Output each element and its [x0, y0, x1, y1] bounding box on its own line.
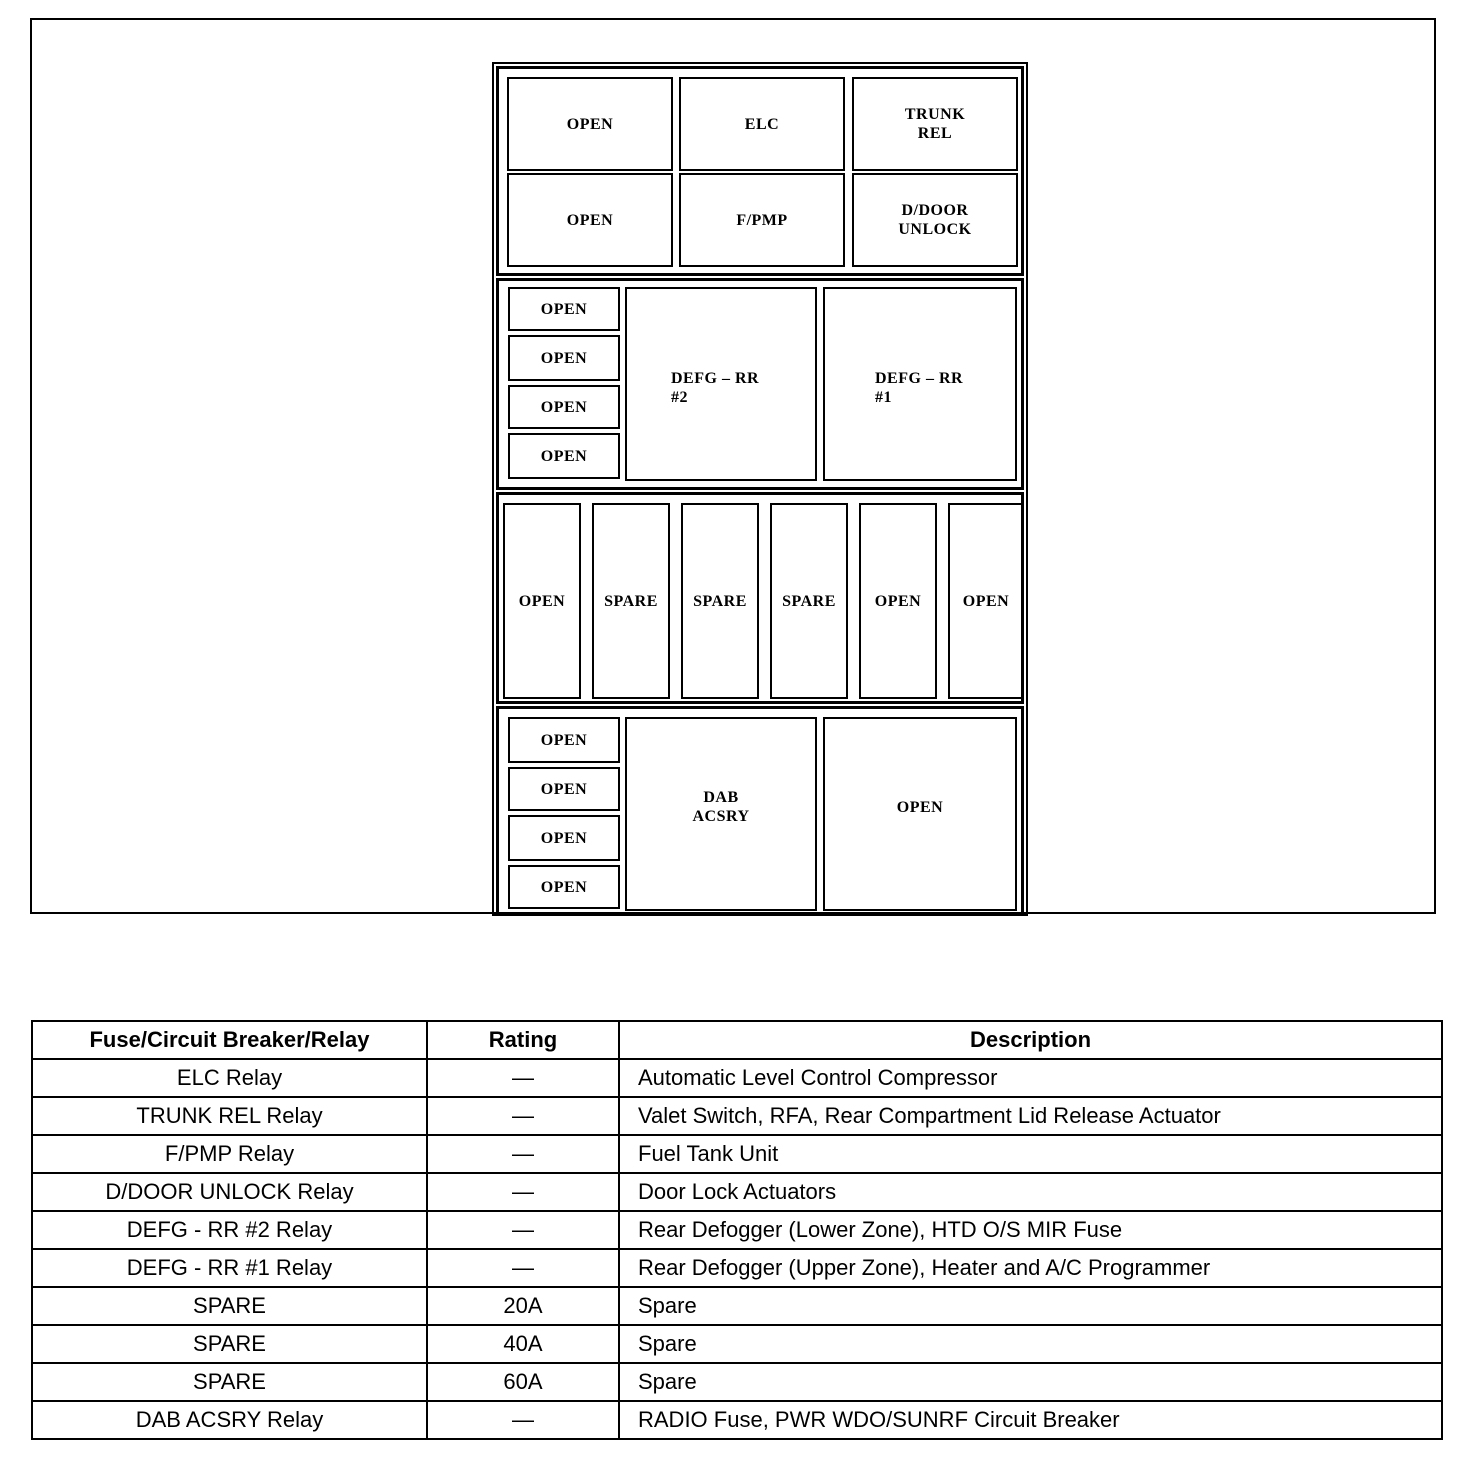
table-row — [32, 1401, 1442, 1439]
cell-rating: — — [427, 1173, 619, 1211]
cell-description: Spare — [619, 1325, 1442, 1363]
table-body — [32, 1059, 1442, 1439]
relay-section-defog — [496, 278, 1024, 490]
fuse-section-maxi — [496, 492, 1024, 704]
relay-slot-dab-acsry: DAB ACSRY — [625, 717, 817, 911]
relay-slot-defg-rr-1: DEFG – RR #1 — [823, 287, 1017, 481]
table-row — [32, 1173, 1442, 1211]
fuse-slot-open: OPEN — [508, 335, 620, 381]
cell-fuse: DAB ACSRY Relay — [32, 1401, 427, 1439]
cell-description: Fuel Tank Unit — [619, 1135, 1442, 1173]
column-header-fuse: Fuse/Circuit Breaker/Relay — [32, 1021, 427, 1059]
relay-slot-defg-rr-2: DEFG – RR #2 — [625, 287, 817, 481]
fuse-block — [492, 62, 1028, 916]
relay-slot-ddoor-unlock: D/DOOR UNLOCK — [852, 173, 1018, 267]
cell-rating: — — [427, 1059, 619, 1097]
cell-rating: 40A — [427, 1325, 619, 1363]
maxi-fuse-slot-open: OPEN — [503, 503, 581, 699]
relay-slot-fpmp: F/PMP — [679, 173, 845, 267]
fuse-slot-open: OPEN — [508, 433, 620, 479]
fuse-slot-open: OPEN — [508, 767, 620, 811]
cell-fuse: DEFG - RR #1 Relay — [32, 1249, 427, 1287]
table-header-row — [32, 1021, 1442, 1059]
table-row — [32, 1211, 1442, 1249]
fuse-slot-open: OPEN — [508, 815, 620, 861]
cell-rating: — — [427, 1211, 619, 1249]
fuse-slot-open: OPEN — [508, 287, 620, 331]
table-row — [32, 1325, 1442, 1363]
cell-fuse: SPARE — [32, 1363, 427, 1401]
relay-slot-open: OPEN — [507, 77, 673, 171]
table-row — [32, 1249, 1442, 1287]
table-row — [32, 1059, 1442, 1097]
cell-rating: — — [427, 1135, 619, 1173]
cell-rating: — — [427, 1249, 619, 1287]
cell-description: Rear Defogger (Lower Zone), HTD O/S MIR Fuse — [619, 1211, 1442, 1249]
relay-slot-open: OPEN — [823, 717, 1017, 911]
table-row — [32, 1097, 1442, 1135]
relay-slot-trunk-rel: TRUNK REL — [852, 77, 1018, 171]
cell-rating: 20A — [427, 1287, 619, 1325]
maxi-fuse-slot-open: OPEN — [948, 503, 1024, 699]
cell-fuse: ELC Relay — [32, 1059, 427, 1097]
cell-fuse: DEFG - RR #2 Relay — [32, 1211, 427, 1249]
cell-description: Spare — [619, 1363, 1442, 1401]
diagram-frame — [30, 18, 1436, 914]
maxi-fuse-slot-spare: SPARE — [681, 503, 759, 699]
cell-description: Door Lock Actuators — [619, 1173, 1442, 1211]
cell-fuse: D/DOOR UNLOCK Relay — [32, 1173, 427, 1211]
cell-rating: — — [427, 1097, 619, 1135]
relay-slot-elc: ELC — [679, 77, 845, 171]
relay-section-top — [496, 66, 1024, 276]
maxi-fuse-slot-open: OPEN — [859, 503, 937, 699]
cell-description: Rear Defogger (Upper Zone), Heater and A/C Programmer — [619, 1249, 1442, 1287]
cell-description: Automatic Level Control Compressor — [619, 1059, 1442, 1097]
fuse-slot-open: OPEN — [508, 865, 620, 909]
column-header-rating: Rating — [427, 1021, 619, 1059]
relay-section-bottom — [496, 706, 1024, 916]
cell-fuse: F/PMP Relay — [32, 1135, 427, 1173]
cell-description: Valet Switch, RFA, Rear Compartment Lid Release Actuator — [619, 1097, 1442, 1135]
fuse-legend-table — [31, 1020, 1443, 1440]
maxi-fuse-slot-spare: SPARE — [770, 503, 848, 699]
column-header-description: Description — [619, 1021, 1442, 1059]
cell-description: Spare — [619, 1287, 1442, 1325]
relay-slot-open: OPEN — [507, 173, 673, 267]
fuse-slot-open: OPEN — [508, 717, 620, 763]
fuse-slot-open: OPEN — [508, 385, 620, 429]
table-row — [32, 1363, 1442, 1401]
cell-fuse: TRUNK REL Relay — [32, 1097, 427, 1135]
cell-rating: — — [427, 1401, 619, 1439]
cell-description: RADIO Fuse, PWR WDO/SUNRF Circuit Breaker — [619, 1401, 1442, 1439]
table-row — [32, 1287, 1442, 1325]
cell-fuse: SPARE — [32, 1325, 427, 1363]
cell-rating: 60A — [427, 1363, 619, 1401]
cell-fuse: SPARE — [32, 1287, 427, 1325]
table-row — [32, 1135, 1442, 1173]
maxi-fuse-slot-spare: SPARE — [592, 503, 670, 699]
